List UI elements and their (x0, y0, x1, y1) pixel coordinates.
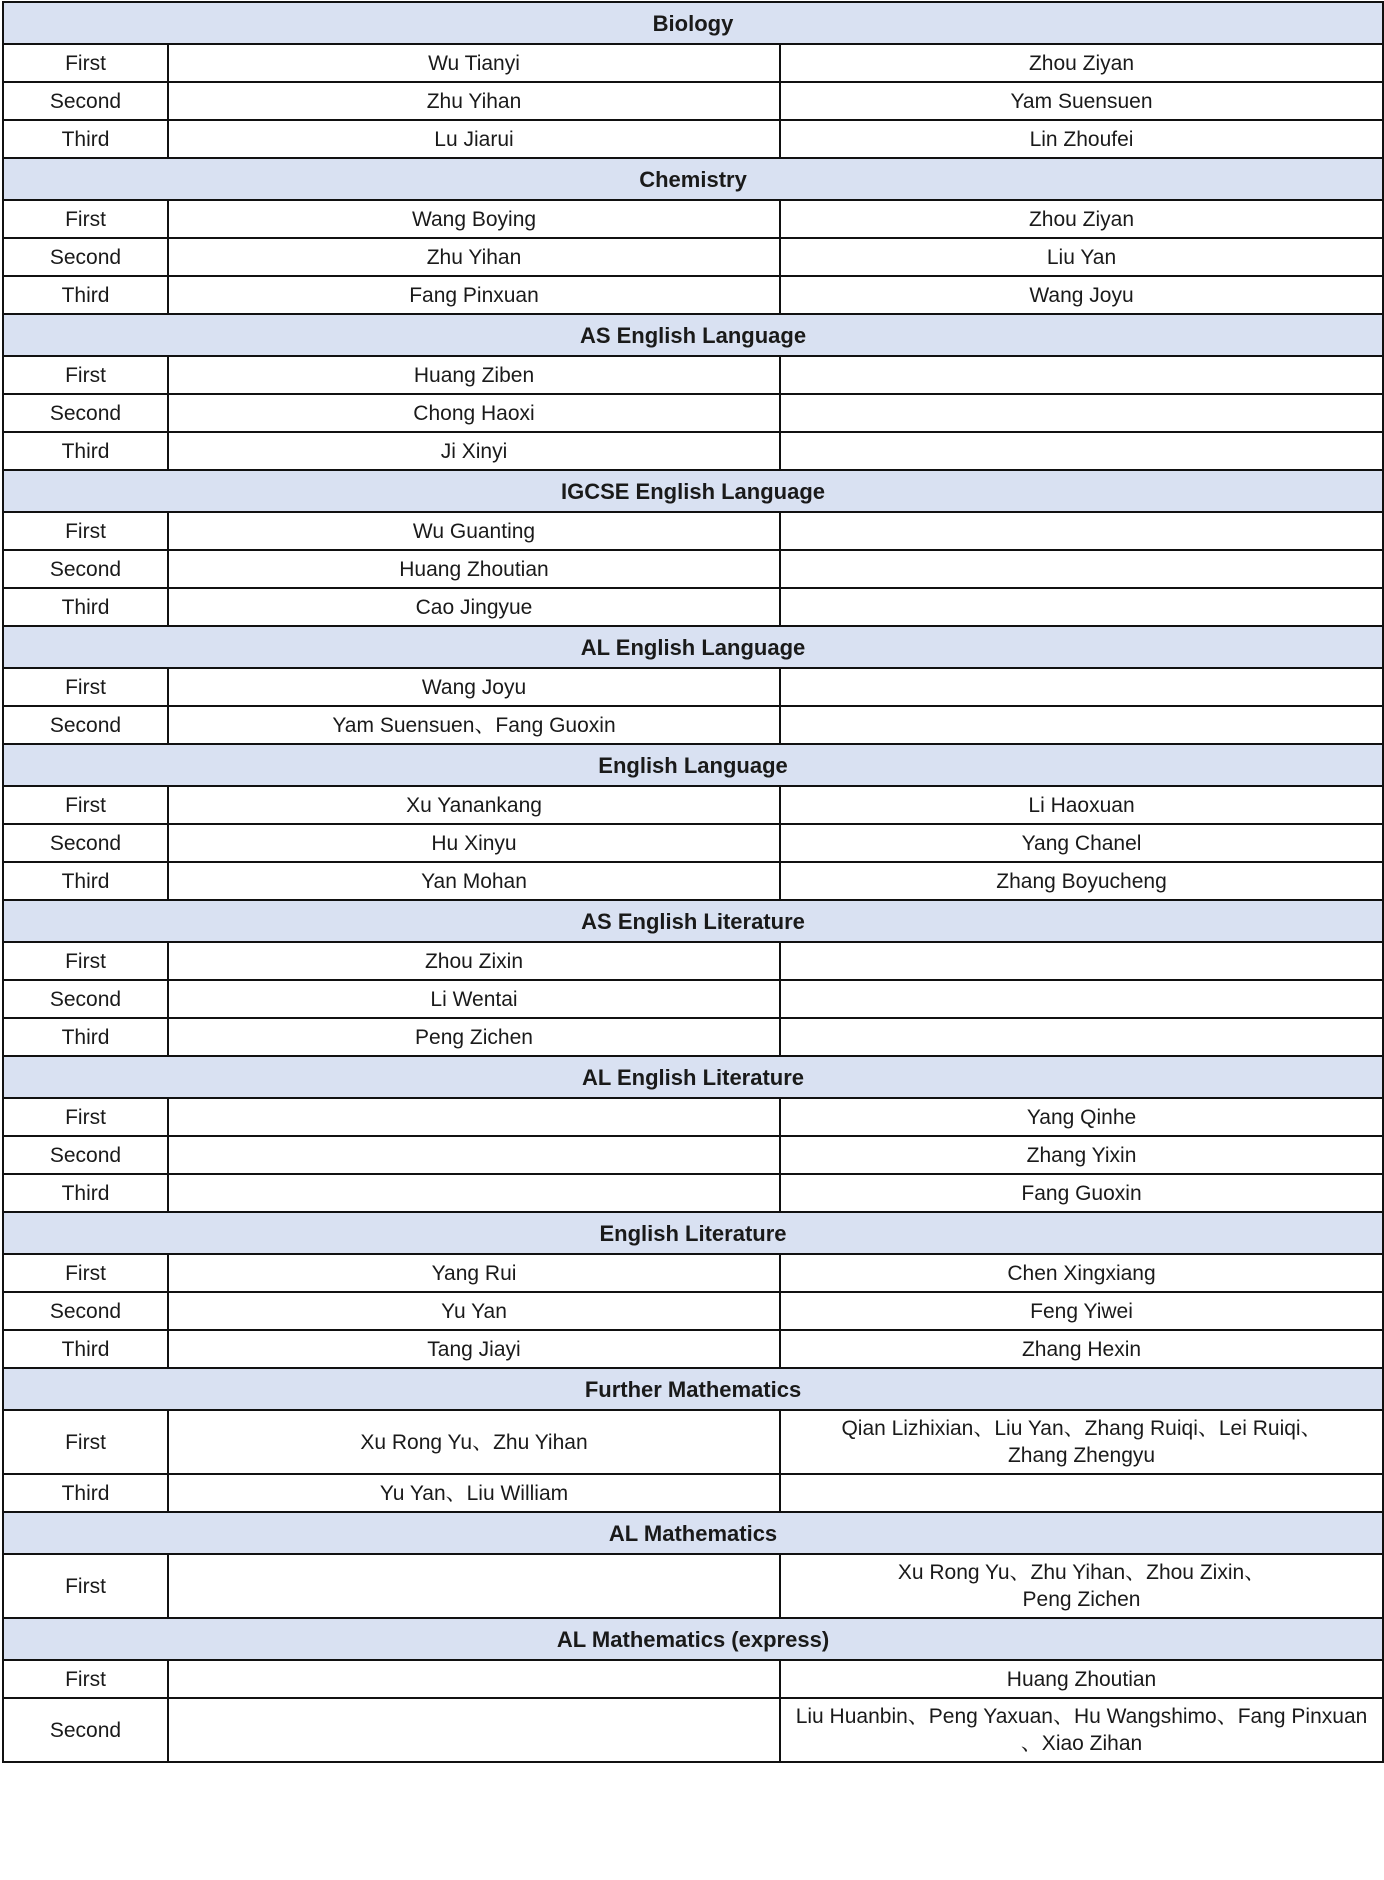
winner-cell-right (780, 512, 1383, 550)
table-row (3, 120, 1383, 158)
winner-cell-right-text: Zhang Boyucheng (996, 869, 1167, 893)
winner-cell-right (780, 1410, 1383, 1474)
place-cell-text: Third (61, 1025, 110, 1049)
winner-cell-left (168, 550, 780, 588)
winner-cell-left-text: Yam Suensuen、Fang Guoxin (332, 713, 616, 737)
place-cell-text: First (65, 949, 106, 973)
place-cell-text: Second (49, 401, 122, 425)
place-cell (3, 1098, 168, 1136)
place-cell-text: Third (61, 1481, 110, 1505)
subject-header-row (3, 626, 1383, 668)
place-cell-text: Second (49, 1718, 122, 1742)
winner-cell-right-text: Qian Lizhixian、Liu Yan、Zhang Ruiqi、Lei Ruiqi、 Zhang Zhengyu (841, 1417, 1322, 1467)
winner-cell-right (780, 706, 1383, 744)
winner-cell-left-text: Li Wentai (430, 987, 518, 1011)
winner-cell-left (168, 1292, 780, 1330)
place-cell-text: Second (49, 557, 122, 581)
place-cell-text: First (65, 51, 106, 75)
winner-cell-left (168, 238, 780, 276)
winner-cell-right (780, 942, 1383, 980)
winner-cell-right (780, 276, 1383, 314)
winner-cell-left-text: Wu Tianyi (428, 51, 520, 75)
place-cell (3, 786, 168, 824)
place-cell (3, 1660, 168, 1698)
winner-cell-left-text: Huang Ziben (413, 363, 535, 387)
winner-cell-left-text: Yan Mohan (421, 869, 527, 893)
winner-cell-left (168, 1098, 780, 1136)
table-row (3, 356, 1383, 394)
winner-cell-right (780, 238, 1383, 276)
place-cell-text: Second (49, 245, 122, 269)
winner-cell-left-text: Tang Jiayi (427, 1337, 521, 1361)
awards-table-body (3, 2, 1383, 1762)
place-cell (3, 550, 168, 588)
place-cell (3, 1136, 168, 1174)
table-row (3, 1330, 1383, 1368)
winner-cell-left (168, 588, 780, 626)
place-cell-text: Third (61, 1181, 110, 1205)
place-cell-text: First (65, 1105, 106, 1129)
winner-cell-left-text: Zhu Yihan (426, 245, 522, 269)
place-cell (3, 942, 168, 980)
subject-title: Further Mathematics (3, 1368, 1383, 1410)
winner-cell-left-text: Xu Rong Yu、Zhu Yihan (360, 1430, 588, 1454)
winner-cell-right-text: Liu Huanbin、Peng Yaxuan、Hu Wangshimo、Fang Pinxuan 、Xiao Zihan (795, 1705, 1368, 1755)
table-row (3, 1018, 1383, 1056)
winner-cell-left-text: Fang Pinxuan (409, 283, 539, 307)
winner-cell-left (168, 942, 780, 980)
winner-cell-left (168, 120, 780, 158)
subject-header-row (3, 1512, 1383, 1554)
winner-cell-left-text: Zhu Yihan (426, 89, 522, 113)
table-row (3, 432, 1383, 470)
subject-header-row (3, 1056, 1383, 1098)
winner-cell-left (168, 356, 780, 394)
table-row (3, 1098, 1383, 1136)
winner-cell-right (780, 824, 1383, 862)
subject-title: English Literature (3, 1212, 1383, 1254)
winner-cell-right (780, 668, 1383, 706)
winner-cell-right-text: Feng Yiwei (1030, 1299, 1133, 1323)
table-row (3, 824, 1383, 862)
winner-cell-left-text: Ji Xinyi (440, 439, 508, 463)
winner-cell-left-text: Lu Jiarui (434, 127, 514, 151)
place-cell (3, 862, 168, 900)
table-row (3, 1660, 1383, 1698)
subject-title: Chemistry (3, 158, 1383, 200)
winner-cell-left (168, 824, 780, 862)
place-cell-text: Third (61, 127, 110, 151)
subject-title: AL Mathematics (3, 1512, 1383, 1554)
subject-title: AS English Language (3, 314, 1383, 356)
winner-cell-right-text: Zhang Hexin (1021, 1337, 1142, 1361)
table-row (3, 706, 1383, 744)
winner-cell-left (168, 44, 780, 82)
place-cell-text: Second (49, 831, 122, 855)
winner-cell-left (168, 1554, 780, 1618)
place-cell-text: First (65, 1574, 106, 1598)
winner-cell-right-text: Zhang Yixin (1026, 1143, 1137, 1167)
subject-title: AL English Literature (3, 1056, 1383, 1098)
place-cell (3, 668, 168, 706)
winner-cell-right (780, 588, 1383, 626)
place-cell (3, 1474, 168, 1512)
winner-cell-right (780, 1554, 1383, 1618)
winner-cell-left-text: Hu Xinyu (431, 831, 517, 855)
winner-cell-right (780, 1292, 1383, 1330)
place-cell-text: First (65, 1667, 106, 1691)
winner-cell-left (168, 432, 780, 470)
winner-cell-right-text: Li Haoxuan (1028, 793, 1135, 817)
winner-cell-left (168, 200, 780, 238)
winner-cell-right (780, 1660, 1383, 1698)
winner-cell-right (780, 44, 1383, 82)
winner-cell-right (780, 82, 1383, 120)
place-cell (3, 44, 168, 82)
place-cell-text: First (65, 1430, 106, 1454)
place-cell (3, 238, 168, 276)
table-row (3, 668, 1383, 706)
place-cell (3, 1174, 168, 1212)
table-row (3, 1174, 1383, 1212)
winner-cell-right (780, 1474, 1383, 1512)
subject-title: Biology (3, 2, 1383, 44)
place-cell (3, 1018, 168, 1056)
place-cell (3, 824, 168, 862)
table-row (3, 1698, 1383, 1762)
winner-cell-left (168, 980, 780, 1018)
winner-cell-right (780, 980, 1383, 1018)
table-row (3, 588, 1383, 626)
winner-cell-left (168, 1474, 780, 1512)
winner-cell-right (780, 120, 1383, 158)
awards-table (2, 1, 1384, 1763)
winner-cell-right (780, 1698, 1383, 1762)
winner-cell-left (168, 862, 780, 900)
place-cell (3, 706, 168, 744)
table-row (3, 1410, 1383, 1474)
subject-title: AS English Literature (3, 900, 1383, 942)
table-row (3, 786, 1383, 824)
table-row (3, 200, 1383, 238)
place-cell-text: First (65, 519, 106, 543)
table-row (3, 394, 1383, 432)
winner-cell-right-text: Chen Xingxiang (1007, 1261, 1156, 1285)
table-row (3, 1136, 1383, 1174)
subject-header-row (3, 2, 1383, 44)
table-row (3, 862, 1383, 900)
place-cell-text: Third (61, 439, 110, 463)
table-row (3, 550, 1383, 588)
subject-title: English Language (3, 744, 1383, 786)
winner-cell-right-text: Yang Chanel (1021, 831, 1142, 855)
winner-cell-left-text: Wang Boying (411, 207, 537, 231)
place-cell (3, 200, 168, 238)
winner-cell-right-text: Zhou Ziyan (1028, 51, 1135, 75)
place-cell-text: First (65, 1261, 106, 1285)
winner-cell-left (168, 512, 780, 550)
place-cell-text: Second (49, 1299, 122, 1323)
place-cell (3, 432, 168, 470)
winner-cell-left-text: Xu Yanankang (406, 793, 542, 817)
place-cell (3, 356, 168, 394)
subject-header-row (3, 1212, 1383, 1254)
winner-cell-right (780, 394, 1383, 432)
winner-cell-left (168, 1136, 780, 1174)
winner-cell-right-text: Yam Suensuen (1010, 89, 1153, 113)
winner-cell-left-text: Cao Jingyue (415, 595, 533, 619)
winner-cell-left-text: Wu Guanting (412, 519, 536, 543)
winner-cell-left (168, 394, 780, 432)
winner-cell-right (780, 1174, 1383, 1212)
subject-header-row (3, 470, 1383, 512)
winner-cell-right (780, 786, 1383, 824)
winner-cell-right-text: Lin Zhoufei (1029, 127, 1134, 151)
place-cell-text: First (65, 363, 106, 387)
winner-cell-right (780, 1254, 1383, 1292)
place-cell-text: Third (61, 595, 110, 619)
subject-header-row (3, 744, 1383, 786)
winner-cell-left-text: Chong Haoxi (413, 401, 535, 425)
winner-cell-left-text: Yu Yan (441, 1299, 507, 1323)
table-row (3, 512, 1383, 550)
subject-header-row (3, 314, 1383, 356)
winner-cell-left (168, 1698, 780, 1762)
winner-cell-left-text: Peng Zichen (415, 1025, 533, 1049)
subject-header-row (3, 1368, 1383, 1410)
place-cell (3, 1698, 168, 1762)
winner-cell-left-text: Zhou Zixin (424, 949, 524, 973)
table-row (3, 44, 1383, 82)
subject-header-row (3, 158, 1383, 200)
table-row (3, 1474, 1383, 1512)
subject-title: IGCSE English Language (3, 470, 1383, 512)
table-row (3, 1254, 1383, 1292)
place-cell (3, 1292, 168, 1330)
winner-cell-right (780, 432, 1383, 470)
winner-cell-left (168, 1330, 780, 1368)
place-cell-text: First (65, 207, 106, 231)
winner-cell-right (780, 200, 1383, 238)
subject-title: AL English Language (3, 626, 1383, 668)
place-cell-text: First (65, 793, 106, 817)
table-row (3, 82, 1383, 120)
winner-cell-right (780, 356, 1383, 394)
subject-title: AL Mathematics (express) (3, 1618, 1383, 1660)
place-cell (3, 82, 168, 120)
place-cell (3, 120, 168, 158)
table-row (3, 238, 1383, 276)
winner-cell-left (168, 82, 780, 120)
winner-cell-right-text: Wang Joyu (1029, 283, 1134, 307)
winner-cell-left-text: Huang Zhoutian (399, 557, 549, 581)
winner-cell-left-text: Wang Joyu (421, 675, 527, 699)
winner-cell-left-text: Yu Yan、Liu William (379, 1481, 569, 1505)
place-cell (3, 1410, 168, 1474)
winner-cell-left (168, 1660, 780, 1698)
table-row (3, 942, 1383, 980)
place-cell (3, 1254, 168, 1292)
table-row (3, 980, 1383, 1018)
winner-cell-left (168, 706, 780, 744)
place-cell-text: Third (61, 283, 110, 307)
table-row (3, 276, 1383, 314)
winner-cell-left (168, 1018, 780, 1056)
winner-cell-right-text: Yang Qinhe (1026, 1105, 1137, 1129)
place-cell-text: Second (49, 713, 122, 737)
place-cell (3, 394, 168, 432)
table-row (3, 1554, 1383, 1618)
place-cell-text: Second (49, 89, 122, 113)
winner-cell-left-text: Yang Rui (431, 1261, 517, 1285)
place-cell-text: Second (49, 1143, 122, 1167)
winner-cell-right (780, 550, 1383, 588)
winner-cell-right-text: Huang Zhoutian (1006, 1667, 1157, 1691)
place-cell-text: Second (49, 987, 122, 1011)
winner-cell-left (168, 1174, 780, 1212)
winner-cell-left (168, 668, 780, 706)
place-cell (3, 588, 168, 626)
winner-cell-right (780, 1330, 1383, 1368)
winner-cell-right (780, 1136, 1383, 1174)
place-cell (3, 980, 168, 1018)
winner-cell-right (780, 1018, 1383, 1056)
place-cell-text: Third (61, 1337, 110, 1361)
place-cell-text: Third (61, 869, 110, 893)
subject-header-row (3, 900, 1383, 942)
place-cell-text: First (65, 675, 106, 699)
winner-cell-right-text: Liu Yan (1046, 245, 1117, 269)
winner-cell-right-text: Fang Guoxin (1021, 1181, 1142, 1205)
winner-cell-left (168, 1254, 780, 1292)
winner-cell-right-text: Zhou Ziyan (1028, 207, 1135, 231)
table-row (3, 1292, 1383, 1330)
subject-header-row (3, 1618, 1383, 1660)
winner-cell-right-text: Xu Rong Yu、Zhu Yihan、Zhou Zixin、 Peng Zichen (897, 1561, 1266, 1611)
place-cell (3, 512, 168, 550)
winner-cell-left (168, 276, 780, 314)
winner-cell-left (168, 786, 780, 824)
place-cell (3, 276, 168, 314)
place-cell (3, 1554, 168, 1618)
place-cell (3, 1330, 168, 1368)
winner-cell-right (780, 1098, 1383, 1136)
winner-cell-left (168, 1410, 780, 1474)
winner-cell-right (780, 862, 1383, 900)
